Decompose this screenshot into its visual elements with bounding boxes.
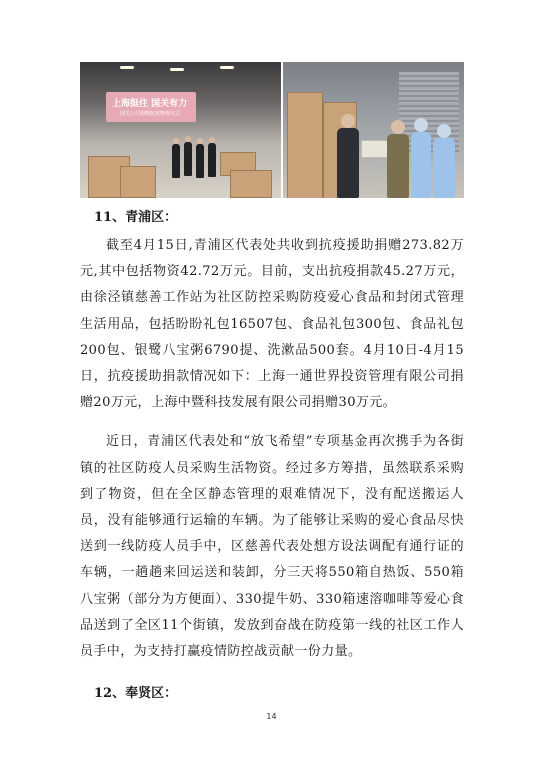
paragraph: 截至4月15日,青浦区代表处共收到抗疫援助捐赠273.82万元,其中包括物资42.72万元。目前，支出抗疫捐款45.27万元，由徐泾镇慈善工作站为社区防控采购防疫爱心食品和封闭式管理生活用品，包括盼盼礼包16507包、食品礼包300包、食品礼包200包、银鹭八宝粥6790提、洗漱品500套。4月10日-4月15日，抗疫援助捐款情况如下：上海一通世界投资管理有限公司捐赠20万元，上海中暨科技发展有限公司捐赠30万元。	[80, 238, 464, 411]
photo-banner-title: 上海挺住 国关有力	[112, 99, 188, 109]
donation-ceremony-photo	[80, 62, 281, 198]
supplies-handover-photo	[283, 62, 464, 198]
photo-strip	[80, 62, 464, 198]
section-heading-fengxian: 12、奉贤区：	[94, 686, 178, 701]
photo-banner	[106, 92, 196, 122]
section-heading-qingpu: 11、青浦区：	[94, 210, 178, 225]
page-number: 14	[266, 712, 277, 721]
photo-banner-subtitle: 国关公司捐赠抗疫物资仪式	[120, 111, 181, 117]
paragraph: 近日，青浦区代表处和“放飞希望”专项基金再次携手为各街镇的社区防疫人员采购生活物资。经过多方筹措，虽然联系采购到了物资，但在全区静态管理的艰难情况下，没有配送搬运人员，没有能够通行运输的车辆。为了能够让采购的爱心食品尽快送到一线防疫人员手中，区慈善代表处想方设法调配有通行证的车辆，一趟趟来回运送和装卸，分三天将550箱自热饭、550箱八宝粥（部分为方便面）、330提牛奶、330箱速溶咖啡等爱心食品送到了全区11个街镇，发放到奋战在防疫第一线的社区工作人员手中，为支持打赢疫情防控战贡献一份力量。	[80, 434, 464, 660]
section-body-qingpu	[80, 233, 464, 665]
